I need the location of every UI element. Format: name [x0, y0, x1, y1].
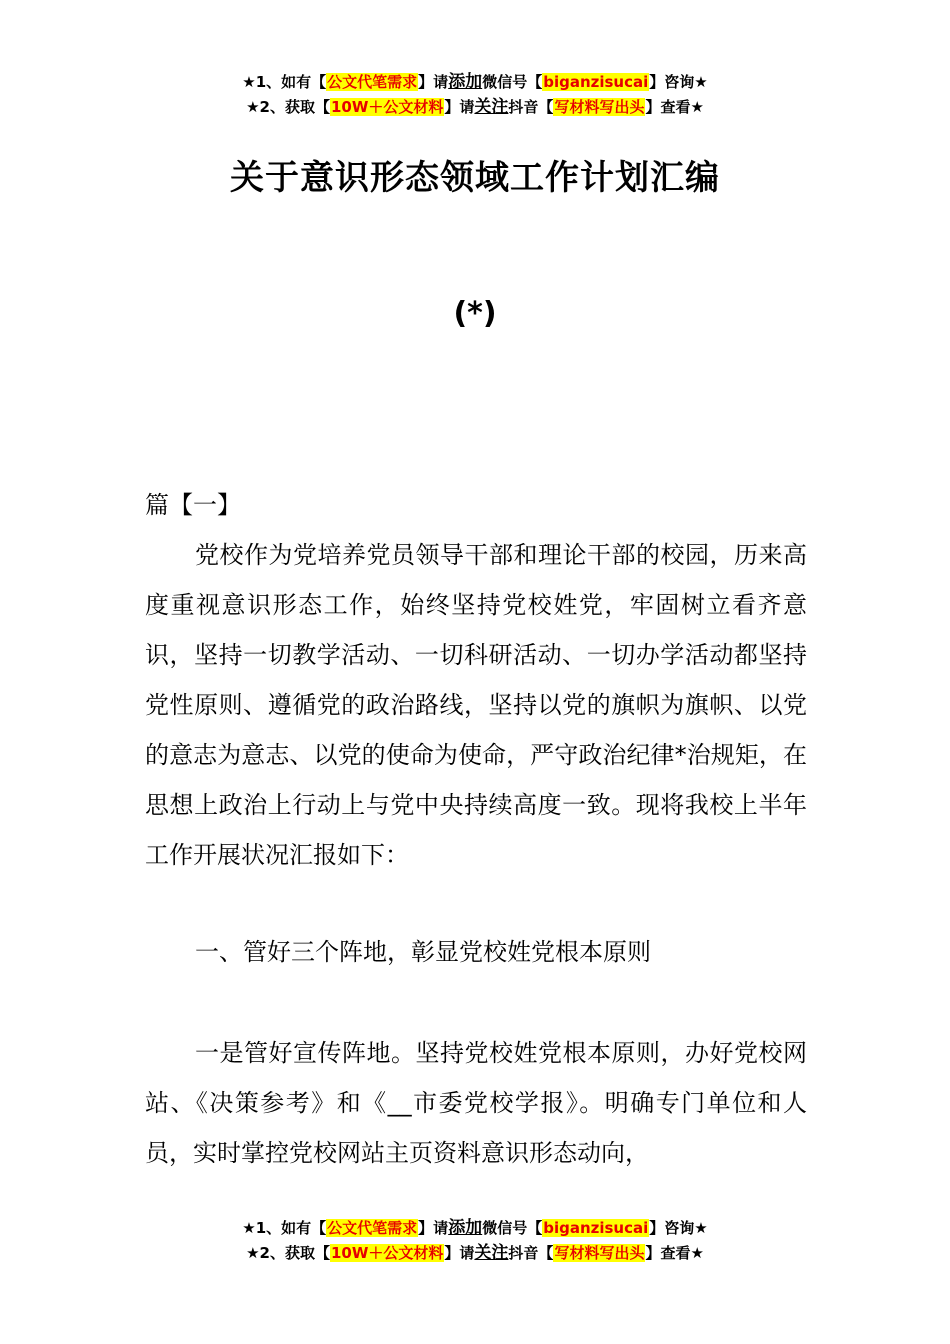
- banner-line-1: ★1、如有【公文代笔需求】请添加微信号【biganzisucai】咨询★: [242, 1218, 708, 1238]
- banner-line-2: ★2、获取【10W＋公文材料】请关注抖音【写材料写出头】查看★: [246, 97, 704, 117]
- banner-line-1: ★1、如有【公文代笔需求】请添加微信号【biganzisucai】咨询★: [242, 72, 708, 92]
- materials-highlight: 10W＋公文材料: [330, 1244, 444, 1262]
- body-paragraph-1: [145, 530, 807, 880]
- paragraph-text: 一是管好宣传阵地。坚持党校姓党根本原则，办好党校网站、《决策参考》和《__市委党校学报》。明确专门单位和人员，实时掌控党校网站主页资料意识形态动向，: [145, 1039, 807, 1167]
- footer-banner: [0, 1216, 950, 1266]
- materials-highlight: 10W＋公文材料: [330, 98, 444, 116]
- wechat-id-highlight: biganzisucai: [543, 73, 649, 91]
- banner-line-2: ★2、获取【10W＋公文材料】请关注抖音【写材料写出头】查看★: [246, 1243, 704, 1263]
- section-heading-1: [145, 927, 807, 977]
- page-title: 关于意识形态领域工作计划汇编: [230, 158, 720, 198]
- wechat-id-highlight: biganzisucai: [543, 1219, 649, 1237]
- section-label: 篇【一】: [145, 491, 241, 519]
- douyin-highlight: 写材料写出头: [554, 98, 645, 116]
- page-subtitle: (*): [453, 296, 497, 331]
- heading-text: 一、管好三个阵地，彰显党校姓党根本原则: [195, 938, 651, 966]
- body-paragraph-2: [145, 1028, 807, 1178]
- service-highlight: 公文代笔需求: [327, 73, 418, 91]
- service-highlight: 公文代笔需求: [327, 1219, 418, 1237]
- paragraph-text: 党校作为党培养党员领导干部和理论干部的校园，历来高度重视意识形态工作，始终坚持党校姓党，牢固树立看齐意识，坚持一切教学活动、一切科研活动、一切办学活动都坚持党性原则、遵循党的政治路线，坚持以党的旗帜为旗帜、以党的意志为意志、以党的使命为使命，严守政治纪律*治规矩，在思想上政治上行动上与党中央持续高度一致。现将我校上半年工作开展状况汇报如下：: [145, 541, 807, 869]
- douyin-highlight: 写材料写出头: [554, 1244, 645, 1262]
- header-banner: [0, 70, 950, 120]
